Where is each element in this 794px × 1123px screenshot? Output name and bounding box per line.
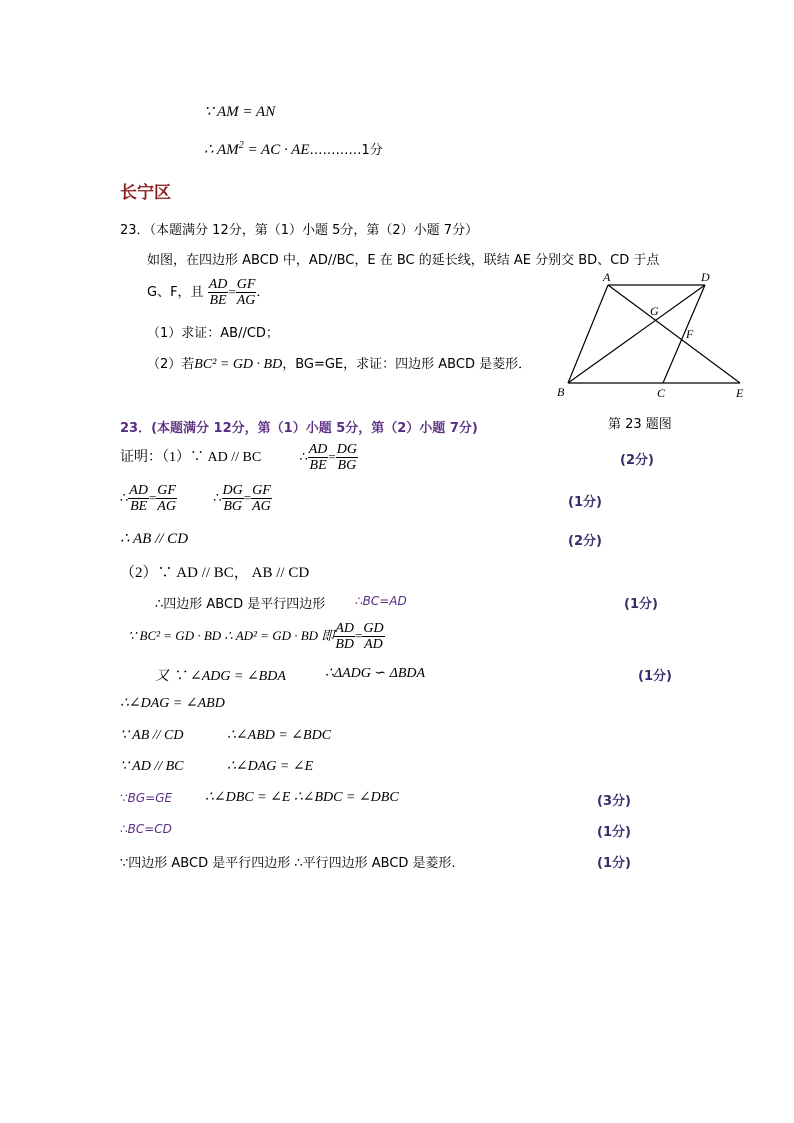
am-squared-prefix: ∴ AM: [204, 142, 239, 158]
label-b: B: [557, 385, 565, 399]
fraction-den: BE: [309, 458, 327, 473]
fraction-gf-ag: [236, 277, 257, 308]
problem-line-2: G、F，且 $\frac{AD}{BE}$ = $\frac{GF}{AG}$ ．: [147, 277, 270, 308]
problem-header: 23．（本题满分 12分，第（1）小题 5分，第（2）小题 7分）: [120, 223, 479, 238]
fraction-num: GF: [157, 483, 176, 498]
step-2-therefore-b: ∴: [213, 491, 222, 506]
problem-line-1: 如图，在四边形 ABCD 中，AD//BC，E 在 BC 的延长线，联结 AE 分别交 BD、CD 于点: [147, 253, 660, 268]
solution-step-11b: ∴∠DBC = ∠E ∴∠BDC = ∠DBC: [205, 790, 399, 805]
solution-step-9a: ∵ AB // CD: [120, 728, 184, 743]
fraction-den: BE: [130, 499, 148, 514]
geometry-figure: [550, 268, 750, 403]
fraction-den: AG: [252, 499, 271, 514]
label-c: C: [657, 386, 666, 400]
fraction-num: AD: [208, 277, 228, 292]
step-1-therefore: ∴: [299, 450, 308, 465]
segment-ae: [608, 285, 740, 383]
fraction-den: BG: [223, 499, 242, 514]
solution-step-7a: 又 ∵ ∠ADG = ∠BDA: [155, 669, 286, 684]
fraction-den: AD: [364, 637, 383, 652]
fraction-gd-ad: [362, 621, 384, 652]
solution-step-5a: ∴四边形 ABCD 是平行四边形: [155, 597, 326, 612]
fraction-dg-bg: [222, 483, 244, 514]
solution-step-12: ∴BC=CD: [120, 822, 172, 836]
am-squared-dots: …………1分: [309, 143, 383, 158]
figure-caption: 第 23 题图: [608, 417, 672, 432]
label-e: E: [736, 386, 744, 400]
fraction-den: AG: [236, 293, 256, 308]
solution-step-1: 证明：（1）∵ AD // BC ∴ $\frac{AD}{BE}$ = $\frac{DG}{BG}$: [120, 442, 357, 473]
solution-step-4: （2）∵ AD // BC， AB // CD: [120, 565, 310, 581]
solution-step-13: ∵四边形 ABCD 是平行四边形 ∴平行四边形 ABCD 是菱形.: [120, 856, 456, 871]
solution-step-7b: ∴ΔADG ∽ ΔBDA: [325, 666, 426, 681]
proof-line-am-an: ∵ AM = AN: [204, 104, 276, 120]
solution-step-9b: ∴∠ABD = ∠BDC: [227, 728, 332, 743]
problem-part-1: （1）求证：AB//CD；: [147, 326, 279, 341]
solution-step-3: ∴ AB // CD: [120, 531, 189, 547]
fraction-den: AG: [157, 499, 176, 514]
step-2-therefore: ∴: [120, 491, 129, 506]
score-step-12: (1分): [597, 825, 631, 840]
fraction-num: AD: [335, 621, 354, 636]
label-f: F: [686, 327, 694, 341]
solution-step-2: ∴ $\frac{AD}{BE}$ = $\frac{GF}{AG}$ ∴ $\frac{DG}{BG}$ = $\frac{GF}{AG}$: [120, 483, 271, 514]
fraction-num: GD: [363, 621, 384, 636]
am-squared-rest: = AC · AE: [243, 142, 310, 158]
fraction-num: DG: [336, 442, 357, 457]
fraction-num: DG: [222, 483, 243, 498]
part-2-rest: ，BG=GE，求证：四边形 ABCD 是菱形．: [282, 357, 532, 372]
fraction-num: GF: [252, 483, 271, 498]
problem-part-2: [147, 353, 531, 373]
solution-step-10a: ∵ AD // BC: [120, 759, 184, 774]
fraction-ad-be: [308, 442, 329, 473]
fraction-ad-be: [208, 277, 229, 308]
step-1-prefix: 证明：（1）∵ AD // BC: [120, 450, 262, 465]
solution-header: 23．(本题满分 12分，第（1）小题 5分，第（2）小题 7分): [120, 421, 478, 436]
solution-step-11a: ∵BG=GE: [120, 791, 173, 805]
fraction-num: AD: [129, 483, 148, 498]
solution-step-5b: ∴BC=AD: [355, 594, 407, 608]
problem-line-2-prefix: G、F，且: [147, 285, 204, 300]
score-step-3: (2分): [568, 534, 602, 549]
step-6-text: ∵ BC² = GD · BD ∴ AD² = GD · BD 即: [128, 628, 335, 643]
score-step-1: (2分): [620, 453, 654, 468]
part-2-math: BC² = GD · BD: [194, 357, 283, 372]
fraction-den: BD: [335, 637, 354, 652]
fraction-gf-ag: [156, 483, 177, 514]
problem-line-2-suffix: ．: [256, 285, 270, 300]
label-g: G: [650, 304, 659, 318]
score-step-5: (1分): [624, 597, 658, 612]
proof-line-am-squared: [204, 139, 383, 159]
score-step-2: (1分): [568, 495, 602, 510]
am-squared-sup: 2: [238, 140, 244, 151]
fraction-dg-bg: [336, 442, 358, 473]
score-step-7: (1分): [638, 669, 672, 684]
fraction-den: BG: [337, 458, 357, 473]
part-2-prefix: （2）若: [147, 357, 195, 372]
fraction-num: AD: [308, 442, 328, 457]
fraction-ad-bd: [334, 621, 355, 652]
fraction-gf-ag: [251, 483, 272, 514]
solution-step-10b: ∴∠DAG = ∠E: [227, 759, 314, 774]
fraction-den: BE: [209, 293, 227, 308]
solution-step-6: ∵ BC² = GD · BD ∴ AD² = GD · BD 即 $\frac{AD}{BD}$ = $\frac{GD}{AD}$: [128, 621, 384, 652]
region-title: 长宁区: [120, 183, 171, 203]
label-a: A: [603, 270, 611, 284]
label-d: D: [701, 270, 710, 284]
fraction-ad-be: [128, 483, 149, 514]
score-step-11: (3分): [597, 794, 631, 809]
score-step-13: (1分): [597, 856, 631, 871]
fraction-num: GF: [236, 277, 256, 292]
solution-step-8: ∴∠DAG = ∠ABD: [120, 696, 225, 711]
